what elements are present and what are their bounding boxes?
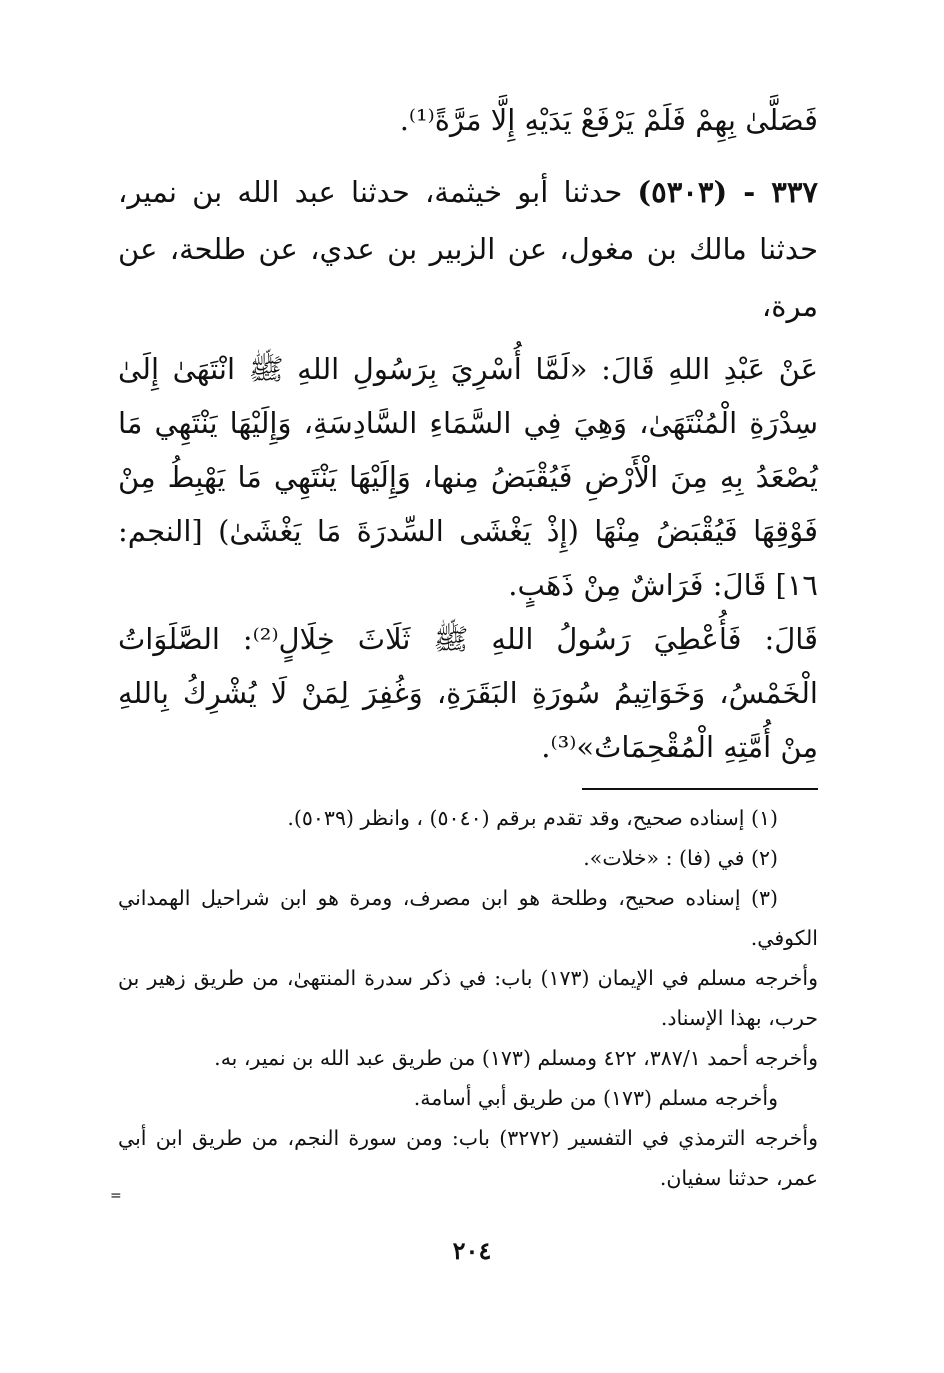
hadith-number: ٣٣٧ - (٥٣٠٣) bbox=[637, 175, 819, 209]
opening-line-text: فَصَلَّىٰ بِهِمْ فَلَمْ يَرْفَعْ يَدَيْهِ إِلَّا مَرَّةً⁽¹⁾. bbox=[399, 103, 818, 137]
isnad-text: حدثنا أبو خيثمة، حدثنا عبد الله بن نمير، حدثنا مالك بن مغول، عن الزبير بن عدي، عن طلحة، عن مرة، bbox=[118, 175, 818, 323]
footnote-3-muslim: وأخرجه مسلم في الإيمان (١٧٣) باب: في ذكر سدرة المنتهىٰ، من طريق زهير بن حرب، بهذا الإسناد. bbox=[118, 966, 818, 1030]
footnote-3-tirmidhi: وأخرجه الترمذي في التفسير (٣٢٧٢) باب: ومن سورة النجم، من طريق ابن أبي عمر، حدثنا سفيان. bbox=[118, 1126, 819, 1190]
footnote-3-muslim2: وأخرجه مسلم (١٧٣) من طريق أبي أسامة. bbox=[413, 1086, 778, 1110]
footnote-1: (١) إسناده صحيح، وقد تقدم برقم (٥٠٤٠) ، وانظر (٥٠٣٩). bbox=[287, 806, 778, 830]
isnad-paragraph bbox=[118, 164, 818, 335]
matn-text-2: قَالَ: فَأُعْطِيَ رَسُولُ اللهِ ﷺ ثَلَاثَ خِلَالٍ⁽²⁾: الصَّلَوَاتُ الْخَمْسُ، وَخَوَاتِيمُ سُورَةِ البَقَرَةِ، وَغُفِرَ لِمَنْ لَا يُشْرِكُ بِاللهِ مِنْ أُمَّتِهِ الْمُقْحِمَاتُ»⁽³⁾. bbox=[118, 622, 818, 764]
matn-text-1: عَنْ عَبْدِ اللهِ قَالَ: «لَمَّا أُسْرِيَ بِرَسُولِ اللهِ ﷺ انْتَهَىٰ إِلَىٰ سِدْرَةِ الْمُنْتَهَىٰ، وَهِيَ فِي السَّمَاءِ السَّادِسَةِ، وَإِلَيْهَا يَنْتَهِي مَا يُصْعَدُ بِهِ مِنَ الْأَرْضِ فَيُقْبَضُ مِنها، وَإِلَيْهَا يَنْتَهِي مَا يَهْبِطُ مِنْ فَوْقِهَا فَيُقْبَضُ مِنْهَا (إِذْ يَغْشَى السِّدرَةَ مَا يَغْشَىٰ) [النجم: ١٦] قَالَ: فَرَاشٌ مِنْ ذَهَبٍ. bbox=[118, 352, 818, 602]
margin-mark: = bbox=[110, 1188, 122, 1204]
footnote-2: (٢) في (فا) : «خلات». bbox=[583, 846, 778, 870]
footnote-3-ahmad: وأخرجه أحمد ٣٨٧/١، ٤٢٢ ومسلم (١٧٣) من طريق عبد الله بن نمير، به. bbox=[214, 1046, 818, 1070]
page-number: ٢٠٤ bbox=[452, 1236, 492, 1265]
matn-paragraph-1 bbox=[118, 342, 818, 612]
matn-paragraph-2 bbox=[118, 612, 818, 774]
opening-line bbox=[118, 92, 818, 149]
footnote-3: (٣) إسناده صحيح، وطلحة هو ابن مصرف، ومرة هو ابن شراحيل الهمداني الكوفي. bbox=[118, 886, 818, 950]
footnote-separator bbox=[582, 788, 818, 790]
footnotes bbox=[118, 798, 818, 1198]
